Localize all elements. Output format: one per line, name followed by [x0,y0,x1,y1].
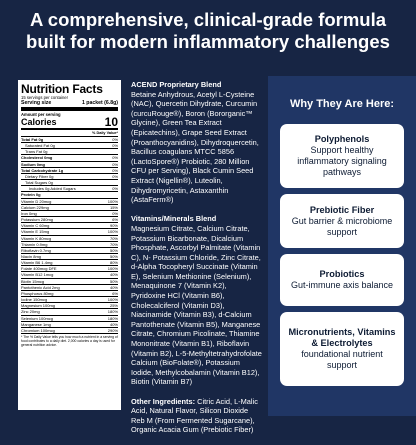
card-description: Gut-immune axis balance [290,280,394,290]
nutrient-dv: 40% [109,321,118,327]
nutrient-name: Iodine 150mcg [21,297,48,303]
card-title: Probiotics [319,269,365,279]
nutrient-name: Biotin 15mcg [21,278,45,284]
nutrient-name: Vitamin D 20mcg [21,198,52,204]
nutrient-name: Iron 0mg [21,210,37,216]
nutrient-dv: 0% [112,137,118,142]
nutrient-dv: 50% [109,247,118,253]
nutrient-dv: 0% [112,155,118,161]
nutrient-name: Total Sugars 0g [25,180,53,186]
calories-row [21,117,118,127]
nutrient-row [21,328,118,334]
nutrition-facts-title: Nutrition Facts [21,82,103,96]
nutrient-name: Saturated Fat 0g [25,143,55,149]
nutrient-name: Niacin 8mg [21,253,42,259]
amount-per-serving: Amount per serving [21,112,61,117]
headline-line-2: built for modern inflammatory challenges [26,31,390,52]
nutrient-name: Vitamin K 80mcg [21,235,52,241]
divider [21,107,118,111]
nutrient-dv: 290% [107,327,118,333]
nutrient-name: Trans Fat 0g [25,149,48,155]
calories-label: Calories [21,117,57,127]
nutrient-dv: 100% [107,198,118,204]
nutrient-dv: 100% [107,266,118,272]
proprietary-blend-title: ACEND Proprietary Blend [131,80,222,89]
nutrient-dv: 0% [112,143,118,149]
card-title: Micronutrients, Vitamins & Electrolytes [288,327,396,348]
daily-value-header: % Daily Value* [21,131,118,137]
nutrient-dv: 90% [109,223,118,229]
nutrient-dv: 70% [109,241,118,247]
proprietary-blend-text: Betaine Anhydrous, Acetyl L-Cysteine (NAC), Quercetin Dihydrate, Curcumin (curcuRouge®), Boron (Bororganic™ Glycine), Green Tea Extract (Epicatechins), Grape Seed Extract (Proanthocyanidins), Dihydroquercetin, Bacillus coagulans MTCC 5856 (LactoSpore®) Probiotic, 280 Million CFU per Serving), Black Cumin Seed Extract (Nigellin®), Luteolin, Dihydromyricetin, Astaxanthin (AstaFerm®) [131,89,259,205]
card-description: foundational nutrient support [301,349,383,370]
nutrient-dv: 180% [107,309,118,315]
nutrient-dv: 180% [107,315,118,321]
nutrient-name: Zinc 20mg [21,309,40,315]
nutrient-name: Potassium 280mg [21,217,54,223]
nutrient-dv: 0% [112,161,118,167]
nutrient-name: Pantothenic Acid 2mg [21,284,60,290]
nutrient-dv: 25% [109,303,118,309]
card-micronutrients [280,312,404,386]
nutrient-dv: 100% [107,229,118,235]
nutrient-name: Thiamin 0.9mg [21,241,48,247]
nutrient-dv: 40% [109,272,118,278]
card-prebiotic-fiber [280,194,404,248]
headline-line-1: A comprehensive, clinical-grade formula [29,9,387,30]
other-ingredients-title: Other Ingredients: [131,396,196,406]
nutrient-dv: 0% [112,186,118,192]
nutrient-name: Vitamin E 15mg [21,229,50,235]
ingredients-column [131,80,263,445]
nutrient-name: Includes 0g Added Sugars [29,186,76,192]
nutrient-name: Vitamin B6 1.4mg [21,260,53,266]
nutrient-name: Sodium 0mg [21,161,46,167]
proprietary-blend [131,80,263,205]
card-title: Prebiotic Fiber [309,204,375,215]
nutrient-name: Cholesterol 0mg [21,155,53,161]
other-ingredients [131,397,263,435]
nutrient-name: Folate 400mcg DFE [21,266,57,272]
calories-value: 10 [104,115,118,129]
nutrient-dv: 50% [109,278,118,284]
nutrient-name: Manganese 1mg [21,321,51,327]
nutrient-name: Dietary Fiber 0g [25,173,54,179]
vitamins-minerals-text: Magnesium Citrate, Calcium Citrate, Potassium Bicarbonate, Dicalcium Phosphate, Ascorbyl Palmitate (Vitamin C), N- Potassium Chloride, Zinc Citrate, d-Alpha Tocopheryl Succinate (Vitamin E), Selenium Methionine (Selenium), Menaquinone 7 (Vitamin K2), Pyridoxine HCl (Vitamin B6), Cholecalciferol (Vitamin D3), Niacinamide (Vitamin B3), d-Calcium Pantothenate (Vitamin B5), Manganese Citrate, Chromium Picolinate, Thiamine Mononitrate (Vitamin B1), Riboflavin (Vitamin B2), L-5-Methyltetrahydrofolate Calcium (BioFolate®), Potassium Iodide, Methylcobalamin (Vitamin B12), Biotin (Vitamin B7) [131,223,262,387]
why-title: Why They Are Here: [289,98,395,110]
nutrient-dv: 15% [109,204,118,210]
headline [0,9,416,53]
serving-size-row [21,100,118,106]
vitamins-minerals-title: Vitamins/Minerals Blend [131,214,217,224]
nutrient-name: Selenium 100mcg [21,315,54,321]
card-probiotics [280,254,404,306]
nutrient-name: Vitamin C 60mg [21,223,50,229]
card-polyphenols [280,124,404,188]
nutrient-dv: 40% [109,284,118,290]
nutrient-name: Riboflavin 0.7mg [21,247,51,253]
serving-size-label: Serving size [21,100,52,106]
card-description: Gut barrier & microbiome support [291,215,393,237]
nutrient-dv: 50% [109,253,118,259]
nutrition-footnote: * The % Daily Value tells you how much a nutrient in a serving of food contributes to a daily diet. 2,000 calories a day is used for general nutrition advice. [21,335,118,347]
nutrient-name: Vitamin B12 1mcg [21,272,54,278]
why-panel [268,76,416,416]
nutrient-name: Phosphorus 80mg [21,290,54,296]
nutrient-dv: 100% [107,297,118,303]
nutrient-rows [21,137,118,334]
nutrient-name: Total Fat 0g [21,137,44,142]
servings-per-container: 15 servings per container [21,95,69,100]
vitamins-minerals-blend [131,214,263,387]
nutrient-dv: 0% [112,167,118,173]
other-ingredients-text: Citric Acid, L-Malic Acid, Natural Flavor, Silicon Dioxide Reb M (From Fermented Sugarcane), Organic Acacia Gum (Prebiotic Fiber) [131,396,258,435]
nutrient-dv: 6% [112,217,118,223]
serving-size-value: 1 packet (6.8g) [81,100,118,106]
divider [21,128,118,130]
nutrition-facts-panel [18,80,121,410]
nutrient-name: Protein 0g [21,192,41,198]
nutrient-name: Calcium 229mg [21,204,49,210]
nutrient-name: Magnesium 100mg [21,303,56,309]
nutrient-dv: 0% [112,173,118,179]
nutrient-dv: 80% [109,260,118,266]
card-description: Support healthy inflammatory signaling pathways [297,145,387,177]
nutrient-name: Total Carbohydrate 1g [21,167,64,173]
nutrient-dv: 6% [112,290,118,296]
nutrient-dv: 70% [109,235,118,241]
nutrient-dv: 0% [112,210,118,216]
nutrient-name: Chromium 100mcg [21,327,55,333]
card-title: Polyphenols [314,134,370,144]
